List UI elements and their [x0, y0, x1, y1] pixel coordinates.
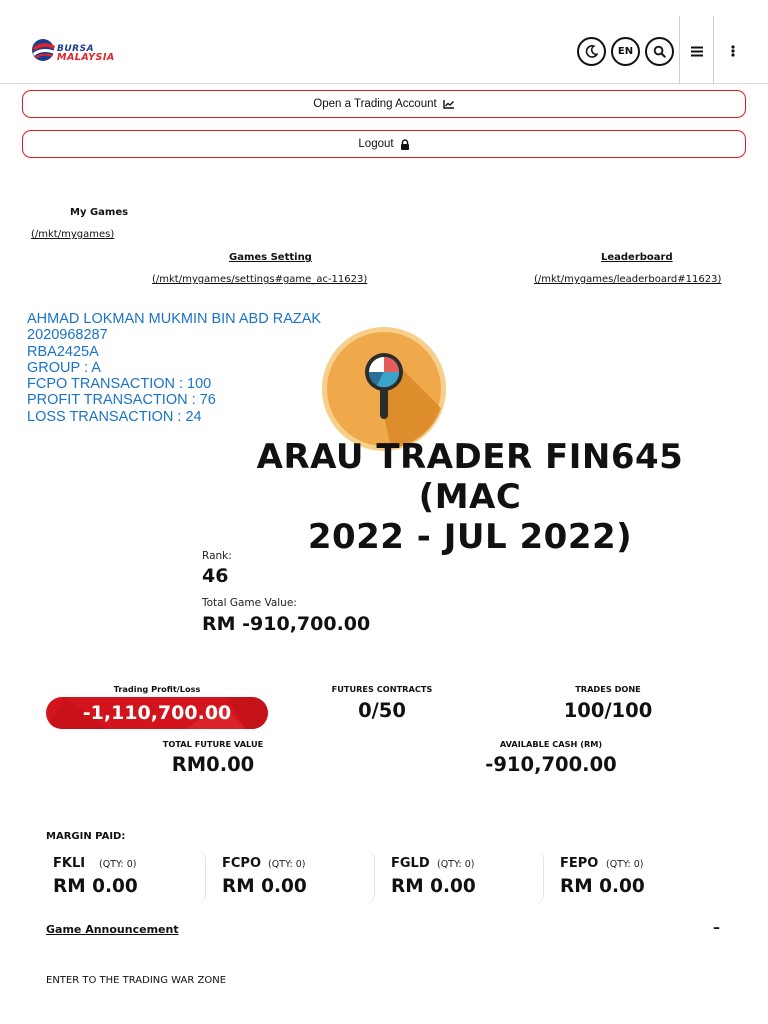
game-title — [200, 437, 740, 557]
language-selector[interactable] — [611, 37, 640, 66]
games-setting-label[interactable]: Games Setting — [229, 252, 312, 263]
futures-contracts-label: FUTURES CONTRACTS — [331, 684, 433, 694]
games-setting-link[interactable]: (/mkt/mygames/settings#game_ac-11623) — [152, 274, 368, 285]
margin-amount: RM 0.00 — [391, 876, 476, 897]
collapse-announcement-button[interactable]: – — [713, 920, 720, 936]
lock-icon — [400, 139, 410, 150]
game-announcement-toggle[interactable]: Game Announcement — [46, 923, 179, 936]
rank-label: Rank: — [202, 550, 232, 562]
margin-card-fcpo — [215, 848, 375, 906]
player-name: AHMAD LOKMAN MUKMIN BIN ABD RAZAK — [27, 311, 322, 327]
kebab-icon — [731, 45, 735, 57]
margin-qty: (QTY: 0) — [437, 859, 475, 870]
margin-card-fgld — [384, 848, 544, 906]
trading-pl-label: Trading Profit/Loss — [113, 684, 201, 694]
margin-amount: RM 0.00 — [560, 876, 645, 897]
game-title-line2: 2022 - JUL 2022) — [307, 517, 633, 557]
dark-mode-toggle[interactable] — [577, 37, 606, 66]
logo-text-malaysia: MALAYSIA — [57, 52, 115, 63]
margin-card-fkli — [46, 848, 206, 906]
logout-button[interactable] — [22, 130, 746, 158]
leaderboard-label[interactable]: Leaderboard — [601, 252, 673, 263]
trading-pl-value: -1,110,700.00 — [82, 702, 232, 724]
total-game-value-label: Total Game Value: — [202, 597, 297, 609]
available-cash-label: AVAILABLE CASH (RM) — [499, 739, 603, 749]
bursa-logo-mark-icon — [30, 36, 58, 64]
futures-contracts-value: 0/50 — [358, 699, 406, 722]
player-id: 2020968287 — [27, 327, 108, 344]
total-future-value: RM0.00 — [171, 753, 255, 776]
magnifier-chart-badge-icon — [322, 327, 446, 451]
margin-qty: (QTY: 0) — [268, 859, 306, 870]
hamburger-icon — [691, 46, 703, 57]
search-icon — [653, 45, 666, 58]
margin-amount: RM 0.00 — [222, 876, 307, 897]
profit-transaction: PROFIT TRANSACTION : 76 — [27, 392, 216, 409]
margin-code: FCPO — [222, 856, 261, 871]
bursa-malaysia-logo[interactable] — [30, 34, 140, 68]
announcement-text: ENTER TO THE TRADING WAR ZONE — [46, 975, 227, 986]
trading-pl-badge — [46, 697, 268, 729]
margin-code: FKLI — [53, 856, 86, 871]
loss-transaction: LOSS TRANSACTION : 24 — [27, 408, 202, 425]
hamburger-menu-button[interactable] — [685, 39, 709, 63]
margin-qty: (QTY: 0) — [99, 859, 137, 870]
margin-amount: RM 0.00 — [53, 876, 138, 897]
margin-card-divider — [196, 850, 206, 904]
trades-done-label: TRADES DONE — [575, 684, 641, 694]
chart-line-icon — [443, 99, 455, 109]
total-future-value-label: TOTAL FUTURE VALUE — [162, 739, 264, 749]
game-title-line1: ARAU TRADER FIN645 (MAC — [256, 437, 684, 517]
total-game-value: RM -910,700.00 — [202, 613, 371, 635]
player-group: GROUP : A — [27, 359, 101, 376]
language-label: EN — [617, 46, 634, 57]
my-games-link[interactable]: (/mkt/mygames) — [31, 229, 115, 240]
header-divider — [679, 16, 680, 84]
margin-card-divider — [365, 850, 375, 904]
site-header — [0, 0, 768, 84]
open-trading-account-label: Open a Trading Account — [313, 98, 437, 110]
margin-qty: (QTY: 0) — [606, 859, 644, 870]
fcpo-transaction: FCPO TRANSACTION : 100 — [27, 376, 212, 393]
trades-done-value: 100/100 — [563, 699, 653, 722]
more-options-button[interactable] — [721, 39, 745, 63]
margin-paid-label: MARGIN PAID: — [46, 831, 126, 842]
margin-card-divider — [534, 850, 544, 904]
logout-label: Logout — [358, 138, 394, 150]
search-button[interactable] — [645, 37, 674, 66]
rank-value: 46 — [202, 565, 229, 587]
margin-code: FEPO — [560, 856, 599, 871]
player-code: RBA2425A — [27, 343, 99, 360]
my-games-label[interactable]: My Games — [70, 207, 129, 218]
header-divider — [713, 16, 714, 84]
margin-card-fepo — [553, 848, 713, 906]
moon-icon — [585, 45, 598, 58]
leaderboard-link[interactable]: (/mkt/mygames/leaderboard#11623) — [534, 274, 722, 285]
available-cash-value: -910,700.00 — [485, 753, 617, 776]
open-trading-account-button[interactable] — [22, 90, 746, 118]
margin-code: FGLD — [391, 856, 430, 871]
logo-text-bursa: BURSA — [57, 44, 95, 54]
